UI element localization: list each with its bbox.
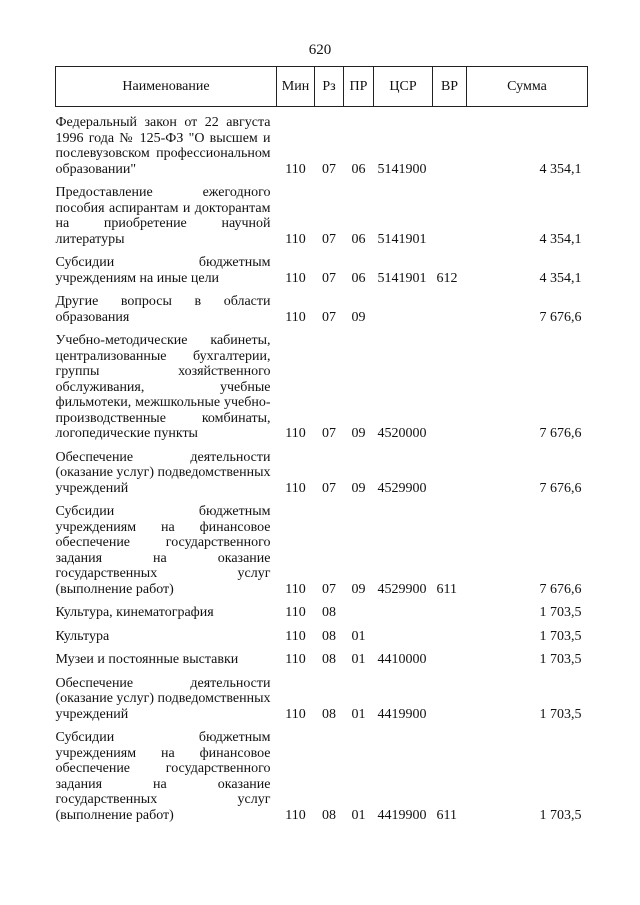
row-min: 110 — [285, 426, 306, 441]
row-sum: 1 703,5 — [539, 807, 582, 823]
row-rz: 08 — [322, 807, 336, 823]
row-min: 110 — [285, 807, 306, 823]
row-name: Субсидии бюджетным учреждениям на финансовое обеспечение государственного задания на оказание государственных услуг (выполнение работ) — [55, 504, 271, 597]
row-vr — [433, 603, 467, 621]
row-min: 110 — [285, 706, 306, 722]
table-row — [56, 650, 588, 668]
row-sum: 4 354,1 — [539, 161, 582, 177]
table-row — [56, 603, 588, 621]
header-name: Наименование — [56, 67, 277, 107]
row-sum: 7 676,6 — [539, 426, 582, 441]
row-pr: 09 — [351, 480, 366, 496]
row-vr — [433, 292, 467, 325]
row-rz: 07 — [322, 581, 336, 597]
row-sum: 4 354,1 — [539, 270, 582, 286]
row-min: 110 — [285, 231, 306, 247]
row-csr: 4529900 — [377, 480, 427, 496]
row-rz: 07 — [322, 161, 336, 177]
row-sum: 4 354,1 — [539, 231, 582, 247]
row-rz: 07 — [322, 426, 336, 441]
header-csr: ЦСР — [374, 67, 433, 107]
row-csr: 4419900 — [377, 807, 427, 823]
table-row — [56, 253, 588, 286]
row-vr — [433, 183, 467, 247]
row-pr: 09 — [351, 309, 366, 325]
row-name: Культура, кинематография — [55, 605, 214, 620]
row-rz: 07 — [322, 309, 336, 325]
row-vr — [433, 650, 467, 668]
row-pr: 01 — [351, 706, 366, 722]
row-pr: 09 — [351, 426, 366, 441]
row-name: Субсидии бюджетным учреждениям на финансовое обеспечение государственного задания на оказание государственных услуг (выполнение работ) — [55, 730, 271, 823]
table-row — [56, 728, 588, 823]
row-min: 110 — [285, 270, 306, 286]
row-sum: 1 703,5 — [539, 652, 582, 667]
table-row — [56, 627, 588, 645]
row-name: Предоставление ежегодного пособия аспирантам и докторантам на приобретение научной литературы — [55, 185, 271, 247]
row-rz: 08 — [322, 652, 336, 667]
row-pr: 06 — [351, 161, 366, 177]
row-name: Обеспечение деятельности (оказание услуг) подведомственных учреждений — [55, 449, 271, 496]
row-pr: 01 — [351, 652, 366, 667]
row-rz: 08 — [322, 605, 336, 620]
table-row — [56, 183, 588, 247]
table-row — [56, 448, 588, 497]
row-pr: 01 — [351, 628, 366, 644]
table-row — [56, 292, 588, 325]
row-sum: 1 703,5 — [539, 628, 582, 644]
row-name: Обеспечение деятельности (оказание услуг) подведомственных учреждений — [55, 675, 271, 722]
row-rz: 07 — [322, 270, 336, 286]
row-sum: 7 676,6 — [539, 480, 582, 496]
page-number: 620 — [308, 42, 332, 58]
row-csr: 4419900 — [377, 706, 427, 722]
row-rz: 08 — [322, 706, 336, 722]
row-vr — [433, 627, 467, 645]
row-csr: 5141900 — [377, 161, 427, 177]
header-rz: Рз — [315, 67, 344, 107]
row-name: Учебно-методические кабинеты, централизованные бухгалтерии, группы хозяйственного обслуживания, учебные фильмотеки, межшкольные учебно-производственные комбинаты, логопедические пункты — [55, 333, 271, 441]
row-csr: 5141901 — [377, 231, 427, 247]
table-row — [56, 502, 588, 597]
row-rz: 07 — [322, 480, 336, 496]
row-pr — [344, 603, 374, 621]
table-header-row — [56, 67, 588, 107]
row-pr: 06 — [351, 231, 366, 247]
row-min: 110 — [285, 605, 306, 620]
row-vr: 611 — [436, 581, 457, 597]
row-csr: 5141901 — [377, 270, 427, 286]
row-sum: 1 703,5 — [539, 605, 582, 620]
row-sum: 7 676,6 — [539, 581, 582, 597]
row-sum: 1 703,5 — [539, 706, 582, 722]
header-min: Мин — [277, 67, 315, 107]
header-pr: ПР — [344, 67, 374, 107]
row-name: Другие вопросы в области образования — [55, 294, 271, 325]
row-min: 110 — [285, 628, 306, 644]
row-min: 110 — [285, 480, 306, 496]
row-pr: 09 — [351, 581, 366, 597]
row-csr — [374, 603, 433, 621]
row-vr: 612 — [436, 270, 458, 286]
row-csr: 4520000 — [377, 426, 427, 441]
row-csr — [374, 627, 433, 645]
row-min: 110 — [285, 161, 306, 177]
row-rz: 07 — [322, 231, 336, 247]
row-rz: 08 — [322, 628, 336, 644]
row-name: Культура — [55, 628, 110, 644]
budget-table — [55, 66, 588, 823]
row-min: 110 — [285, 652, 306, 667]
row-min: 110 — [285, 581, 306, 597]
row-vr — [433, 113, 467, 177]
row-csr — [374, 292, 433, 325]
header-sum: Сумма — [467, 67, 588, 107]
row-vr — [433, 331, 467, 442]
row-min: 110 — [285, 309, 306, 325]
row-sum: 7 676,6 — [539, 309, 582, 325]
row-csr: 4410000 — [377, 652, 427, 667]
row-name: Субсидии бюджетным учреждениям на иные цели — [55, 255, 271, 286]
table-row — [56, 674, 588, 723]
table-row — [56, 331, 588, 442]
header-vr: ВР — [433, 67, 467, 107]
row-vr: 611 — [436, 807, 457, 823]
row-name: Федеральный закон от 22 августа 1996 года № 125-ФЗ "О высшем и послевузовском профессиональном образовании" — [55, 115, 271, 177]
row-vr — [433, 674, 467, 723]
row-pr: 01 — [351, 807, 366, 823]
row-csr: 4529900 — [377, 581, 427, 597]
row-pr: 06 — [351, 270, 366, 286]
row-name: Музеи и постоянные выставки — [55, 652, 239, 667]
table-row — [56, 113, 588, 177]
row-vr — [433, 448, 467, 497]
